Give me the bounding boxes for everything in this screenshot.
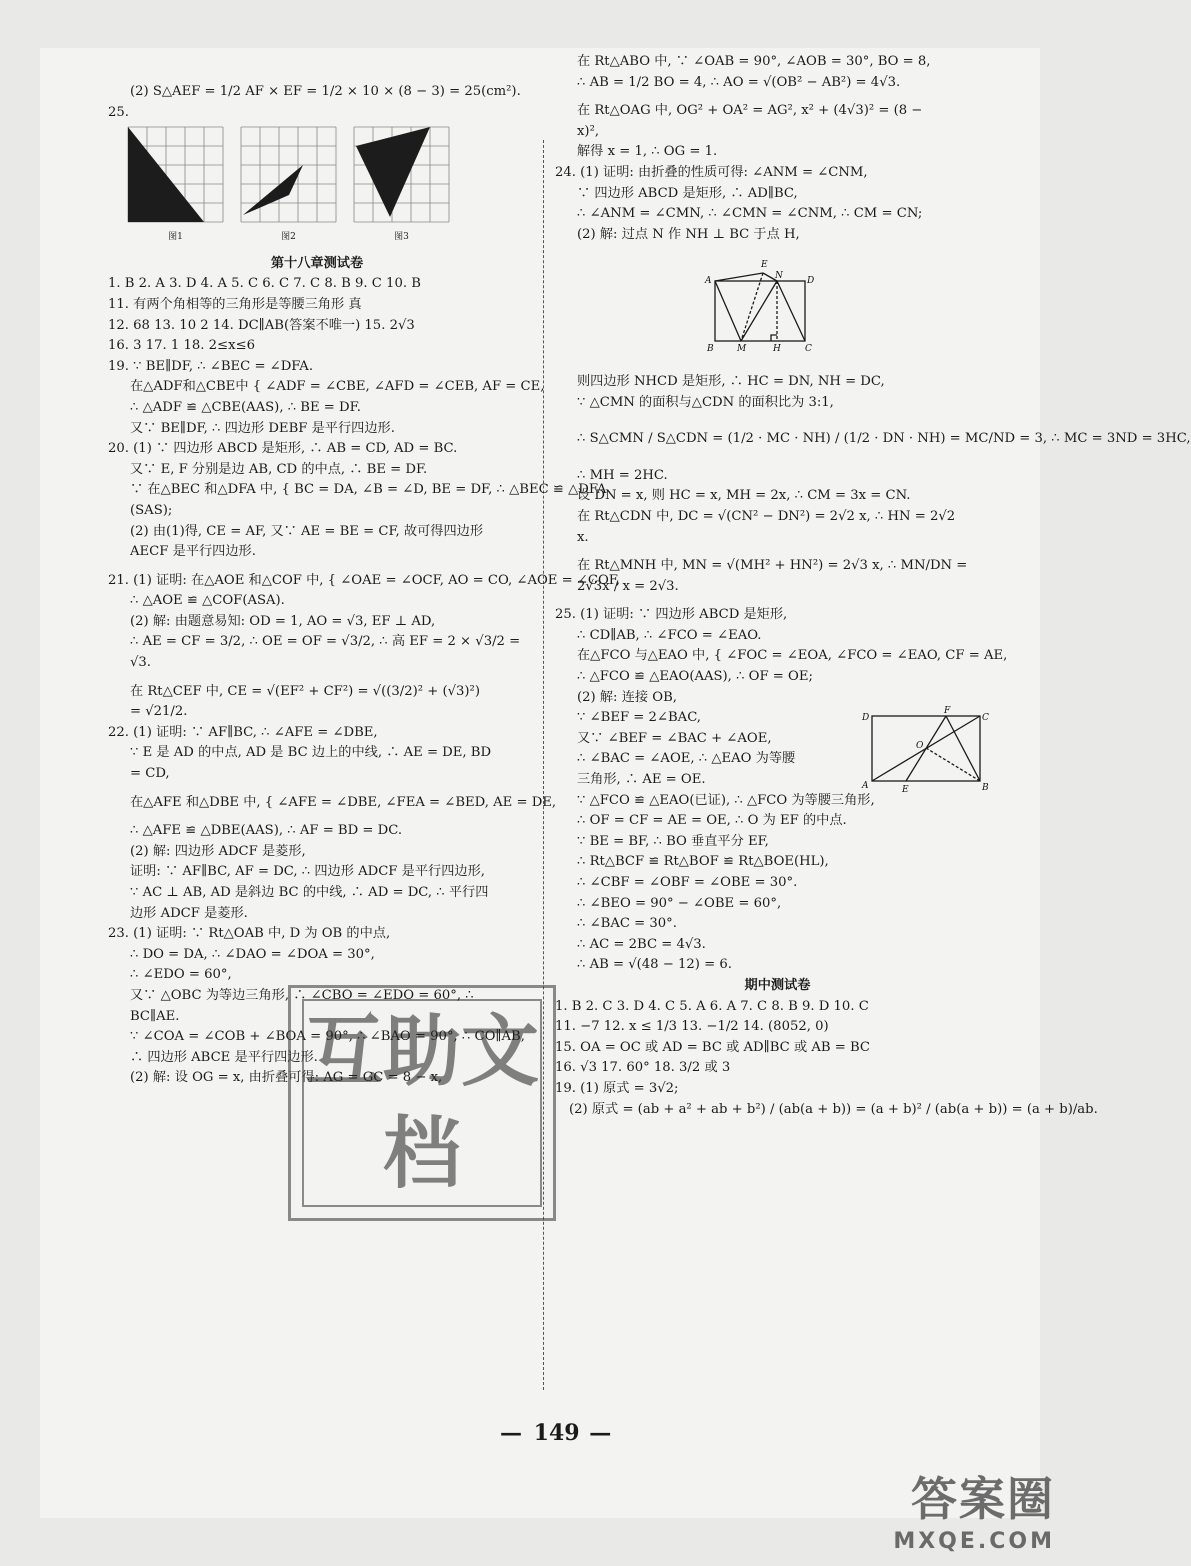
text-line: ∴ ∠EDO = 60°, xyxy=(130,967,232,983)
figure-caption: 图2 xyxy=(281,232,296,243)
label-B: B xyxy=(982,783,989,794)
text-line: 在 Rt△MNH 中, MN = √(MH² + HN²) = 2√3 x, ∴ MN/DN = xyxy=(577,558,968,574)
section-title-midterm: 期中测试卷 xyxy=(744,977,811,993)
stamp-char: 档 xyxy=(382,1108,461,1199)
text-line: 在△FCO 与△EAO 中, { ∠FOC = ∠EOA, ∠FCO = ∠EAO, CF = AE, xyxy=(577,648,1008,664)
text-line: (SAS); xyxy=(130,502,173,518)
figure-caption: 图1 xyxy=(168,232,183,243)
label-M: M xyxy=(737,344,747,355)
label-D: D xyxy=(862,713,870,724)
text-line: ∴ Rt△BCF ≌ Rt△BOF ≌ Rt△BOE(HL), xyxy=(577,854,829,870)
text-line: ∴ OF = CF = AE = OE, ∴ O 为 EF 的中点. xyxy=(577,813,847,829)
right-column xyxy=(555,52,1191,1120)
text-line: 11. 有两个角相等的三角形是等腰三角形 真 xyxy=(108,296,362,312)
text-line: 在△AFE 和△DBE 中, { ∠AFE = ∠DBE, ∠FEA = ∠BED, AE = DE, xyxy=(130,794,557,810)
text-line: 在 Rt△ABO 中, ∵ ∠OAB = 90°, ∠AOB = 30°, BO = 8, xyxy=(577,54,931,69)
text-line: (2) 原式 = (ab + a² + ab + b²) / (ab(a + b)) = (a + b)² / (ab(a + b)) = (a + b)/ab. xyxy=(569,1101,1098,1117)
text-line: ∴ DO = DA, ∴ ∠DAO = ∠DOA = 30°, xyxy=(130,946,375,962)
text-line: 在△ADF和△CBE中 { ∠ADF = ∠CBE, ∠AFD = ∠CEB, AF = CE, xyxy=(130,379,545,395)
text-line: 22. (1) 证明: ∵ AF∥BC, ∴ ∠AFE = ∠DBE, xyxy=(108,724,378,740)
figure-2 xyxy=(241,127,336,248)
label-F: F xyxy=(944,706,951,717)
text-line: 11. −7 12. x ≤ 1/3 13. −1/2 14. (8052, 0) xyxy=(555,1019,829,1035)
text-line: (2) 解: 四边形 ADCF 是菱形, xyxy=(130,843,306,859)
figure-caption: 图3 xyxy=(394,232,409,243)
watermark-logo: 答案圈 xyxy=(911,1472,1055,1526)
text-line: ∴ AB = √(48 − 12) = 6. xyxy=(577,957,732,973)
stamp-char: 助 xyxy=(382,1006,461,1097)
text-line: x. xyxy=(577,529,589,545)
text-line: ∵ 四边形 ABCD 是矩形, ∴ AD∥BC, xyxy=(577,185,798,201)
text-line: ∴ CD∥AB, ∴ ∠FCO = ∠EAO. xyxy=(577,627,762,643)
label-C: C xyxy=(982,713,989,724)
text-line: 又∵ E, F 分别是边 AB, CD 的中点, ∴ BE = DF. xyxy=(130,461,428,477)
figure-rectangle-abcd-fold xyxy=(705,251,1000,364)
text-line: ∴ △AFE ≌ △DBE(AAS), ∴ AF = BD = DC. xyxy=(130,823,403,839)
text-line: ∴ AB = 1/2 BO = 4, ∴ AO = √(OB² − AB²) = 4√3. xyxy=(577,74,901,90)
stamp-watermark xyxy=(288,985,556,1221)
watermark-url: MXQE.COM xyxy=(893,1529,1055,1554)
text-line: ∴ ∠CBF = ∠OBF = ∠OBE = 30°. xyxy=(577,875,798,890)
text-line: 23. (1) 证明: ∵ Rt△OAB 中, D 为 OB 的中点, xyxy=(108,926,391,942)
figure-1 xyxy=(128,127,223,248)
text-line: 20. (1) ∵ 四边形 ABCD 是矩形, ∴ AB = CD, AD = BC. xyxy=(108,441,458,457)
text-line: ∴ △ADF ≌ △CBE(AAS), ∴ BE = DF. xyxy=(130,399,361,415)
site-watermark xyxy=(893,1463,1055,1554)
text-line: (2) 解: 过点 N 作 NH ⊥ BC 于点 H, xyxy=(577,226,800,242)
text-line: 解得 x = 1, ∴ OG = 1. xyxy=(577,144,718,160)
text-line: 25. xyxy=(108,104,129,120)
text-line: ∴ 四边形 ABCE 是平行四边形. xyxy=(130,1049,318,1065)
text-line: ∵ E 是 AD 的中点, AD 是 BC 边上的中线, ∴ AE = DE, BD xyxy=(130,745,492,761)
text-line: 又∵ ∠BEF = ∠BAC + ∠AOE, xyxy=(577,730,772,746)
text-line: AECF 是平行四边形. xyxy=(130,544,256,560)
label-E: E xyxy=(761,260,768,271)
text-line: 1. B 2. C 3. D 4. C 5. A 6. A 7. C 8. B 9. D 10. C xyxy=(555,998,869,1014)
grid-figures xyxy=(128,127,526,248)
text-line: = √21/2. xyxy=(130,704,188,720)
label-E: E xyxy=(902,785,909,796)
text-line: 三角形, ∴ AE = OE. xyxy=(577,772,706,788)
text-line: 边形 ADCF 是菱形. xyxy=(130,905,248,921)
text-line: ∴ MH = 2HC. xyxy=(577,467,668,483)
text-line: ∵ △FCO ≌ △EAO(已证), ∴ △FCO 为等腰三角形, xyxy=(577,792,875,808)
text-line: 25. (1) 证明: ∵ 四边形 ABCD 是矩形, xyxy=(555,607,788,623)
text-line: (2) S△AEF = 1/2 AF × EF = 1/2 × 10 × (8 − 3) = 25(cm²). xyxy=(130,84,521,99)
text-line: ∴ △AOE ≌ △COF(ASA). xyxy=(130,593,285,609)
label-D: D xyxy=(807,276,815,287)
label-A: A xyxy=(862,781,869,792)
text-line: ∴ AC = 2BC = 4√3. xyxy=(577,936,706,952)
text-line: 又∵ △OBC 为等边三角形, ∴ ∠CBO = ∠EDO = 60°, ∴ xyxy=(130,987,474,1003)
text-line: ∴ AE = CF = 3/2, ∴ OE = OF = √3/2, ∴ 高 EF = 2 × √3/2 = xyxy=(130,634,521,650)
text-line: 1. B 2. A 3. D 4. A 5. C 6. C 7. C 8. B 9. C 10. B xyxy=(108,276,421,292)
text-line: ∵ BE = BF, ∴ BO 垂直平分 EF, xyxy=(577,833,769,849)
text-line: ∵ ∠COA = ∠COB + ∠BOA = 90°, ∴ ∠BAO = 90°, ∴ CO∥AB, xyxy=(130,1029,525,1045)
text-line: 证明: ∵ AF∥BC, AF = DC, ∴ 四边形 ADCF 是平行四边形, xyxy=(130,864,485,880)
label-N: N xyxy=(775,271,783,282)
text-line: 15. OA = OC 或 AD = BC 或 AD∥BC 或 AB = BC xyxy=(555,1039,870,1055)
stamp-char: 文 xyxy=(461,1006,540,1097)
text-line: ∵ AC ⊥ AB, AD 是斜边 BC 的中线, ∴ AD = DC, ∴ 平行四 xyxy=(130,885,489,900)
question-25 xyxy=(108,103,526,124)
text-line: (2) 解: 设 OG = x, 由折叠可得: AG = GC = 8 − x, xyxy=(130,1070,443,1086)
text-line: 又∵ BE∥DF, ∴ 四边形 DEBF 是平行四边形. xyxy=(130,420,395,436)
text-line: 19. (1) 原式 = 3√2; xyxy=(555,1080,679,1096)
text-line: ∴ ∠BEO = 90° − ∠OBE = 60°, xyxy=(577,895,782,911)
text-line: 16. √3 17. 60° 18. 3/2 或 3 xyxy=(555,1060,731,1076)
text-line: = CD, xyxy=(130,766,170,782)
text-line: √3. xyxy=(130,655,151,671)
label-B: B xyxy=(707,344,714,355)
label-A: A xyxy=(705,276,712,287)
text-line: 则四边形 NHCD 是矩形, ∴ HC = DN, NH = DC, xyxy=(577,373,885,389)
text-line: ∵ △CMN 的面积与△CDN 的面积比为 3:1, xyxy=(577,394,834,410)
text-line: BC∥AE. xyxy=(130,1008,180,1024)
text-line: 12. 68 13. 10 2 14. DC∥AB(答案不唯一) 15. 2√3 xyxy=(108,317,415,333)
text-line: 19. ∵ BE∥DF, ∴ ∠BEC = ∠DFA. xyxy=(108,358,314,374)
label-O: O xyxy=(916,741,924,752)
text-line: 在 Rt△CDN 中, DC = √(CN² − DN²) = 2√2 x, ∴ HN = 2√2 xyxy=(577,508,956,524)
figure-3 xyxy=(354,127,449,248)
text-line: 在 Rt△CEF 中, CE = √(EF² + CF²) = √((3/2)² + (√3)²) xyxy=(130,683,480,699)
text-line: (2) 解: 由题意易知: OD = 1, AO = √3, EF ⊥ AD, xyxy=(130,613,436,629)
text-line: ∵ 在△BEC 和△DFA 中, { BC = DA, ∠B = ∠D, BE = DF, ∴ △BEC ≌ △DFA xyxy=(130,482,607,498)
label-H: H xyxy=(773,344,781,355)
text-line: (2) 由(1)得, CE = AF, 又∵ AE = BE = CF, 故可得四边形 xyxy=(130,523,484,539)
text-line: ∴ ∠BAC = 30°. xyxy=(577,916,677,932)
section-title-chapter-18: 第十八章测试卷 xyxy=(270,255,364,271)
text-line: ∴ S△CMN / S△CDN = (1/2 · MC · NH) / (1/2 · DN · NH) = MC/ND = 3, ∴ MC = 3ND = 3HC, xyxy=(577,431,1191,447)
text-line: ∴ △FCO ≌ △EAO(AAS), ∴ OF = OE; xyxy=(577,669,813,685)
text-line: ∴ ∠ANM = ∠CMN, ∴ ∠CMN = ∠CNM, ∴ CM = CN; xyxy=(577,206,923,222)
figure-rectangle-abcd-diagonal xyxy=(862,708,992,801)
label-C: C xyxy=(805,344,812,355)
text-line: ∴ ∠BAC = ∠AOE, ∴ △EAO 为等腰 xyxy=(577,751,796,767)
text-line: 24. (1) 证明: 由折叠的性质可得: ∠ANM = ∠CNM, xyxy=(555,164,868,180)
page-number: — 149 — xyxy=(500,1420,614,1446)
text-line: 16. 3 17. 1 18. 2≤x≤6 xyxy=(108,338,255,354)
text-line: x)², xyxy=(577,123,600,139)
text-line: (2) 解: 连接 OB, xyxy=(577,689,677,705)
text-line: 21. (1) 证明: 在△AOE 和△COF 中, { ∠OAE = ∠OCF, AO = CO, ∠AOE = ∠COF, xyxy=(108,572,621,588)
text-line: ∵ ∠BEF = 2∠BAC, xyxy=(577,710,701,726)
text-line: 设 DN = x, 则 HC = x, MH = 2x, ∴ CM = 3x = CN. xyxy=(577,488,911,504)
text-line: 在 Rt△OAG 中, OG² + OA² = AG², x² + (4√3)² = (8 − xyxy=(577,103,923,119)
text-line: 2√3x / x = 2√3. xyxy=(577,578,679,594)
stamp-char: 互 xyxy=(304,1006,383,1097)
